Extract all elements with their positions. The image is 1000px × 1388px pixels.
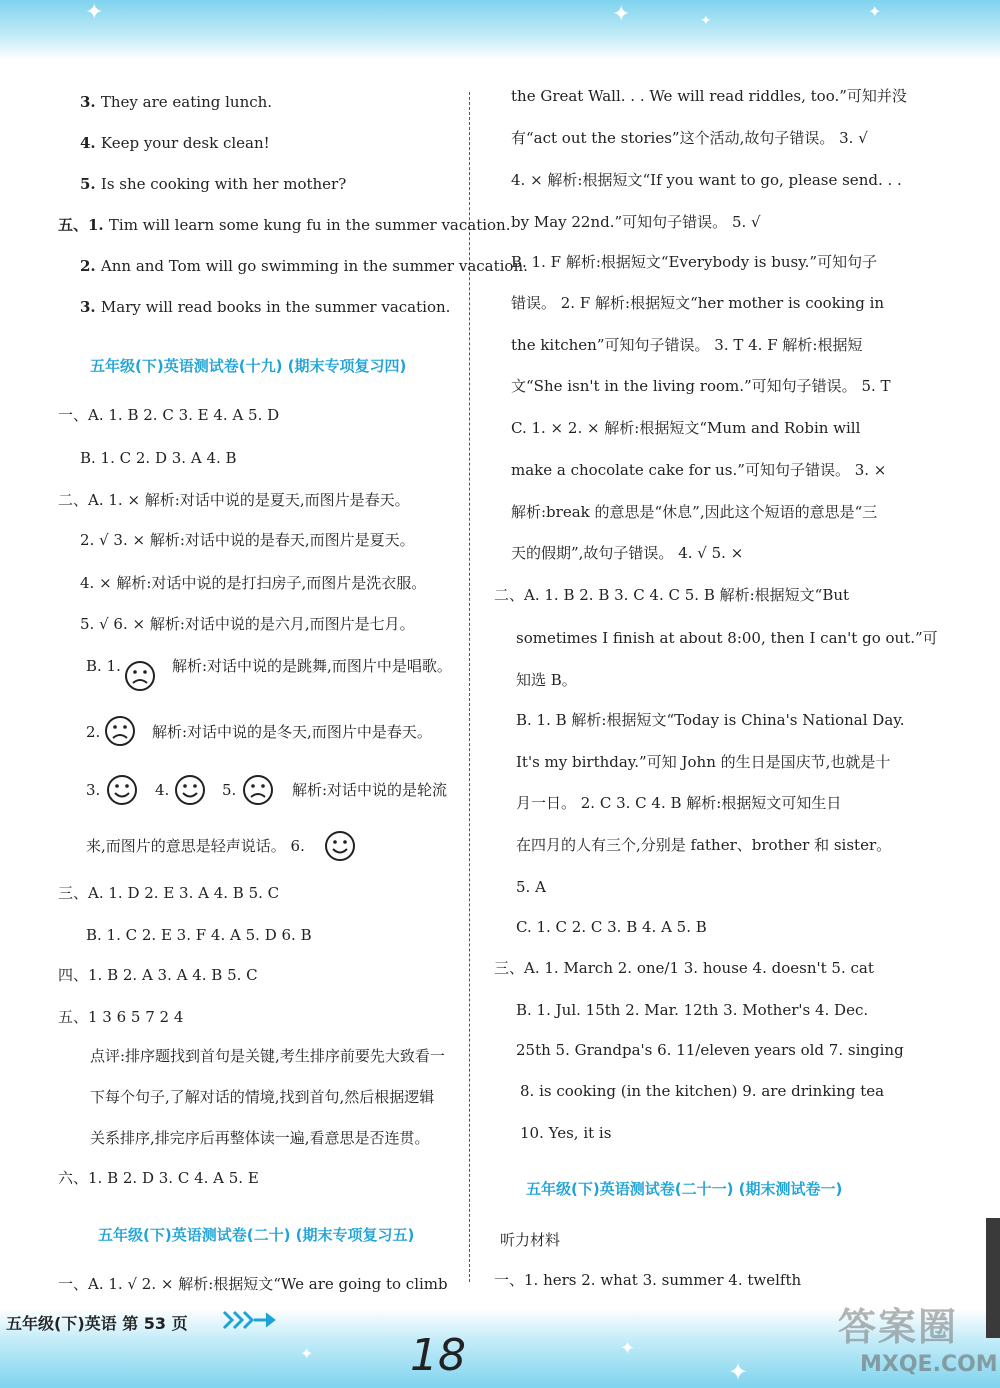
answer-line: 2. Ann and Tom will go swimming in the summer vacation. bbox=[80, 257, 528, 275]
side-tab bbox=[986, 1218, 1000, 1338]
answer-line: 3. They are eating lunch. bbox=[80, 93, 273, 111]
answer-line: 解析:对话中说的是跳舞,而图片中是唱歌。 bbox=[172, 657, 452, 675]
answer-line: C. 1. × 2. × 解析:根据短文“Mum and Robin will bbox=[511, 419, 861, 437]
answer-line: 月一日。 2. C 3. C 4. B 解析:根据短文可知生日 bbox=[516, 794, 842, 812]
answer-line: 4. × 解析:对话中说的是打扫房子,而图片是洗衣服。 bbox=[80, 574, 427, 592]
sparkle-icon: ✦ bbox=[868, 2, 882, 21]
section-label: 听力材料 bbox=[500, 1231, 561, 1249]
section-heading-19: 五年级(下)英语测试卷(十九) (期末专项复习四) bbox=[90, 357, 407, 375]
answer-line: by May 22nd.”可知句子错误。 5. √ bbox=[511, 213, 761, 231]
answer-line: 六、1. B 2. D 3. C 4. A 5. E bbox=[58, 1169, 259, 1187]
answer-line: 3. Mary will read books in the summer vacation. bbox=[80, 298, 451, 316]
sparkle-icon: ✦ bbox=[612, 2, 631, 27]
answer-line: 点评:排序题找到首句是关键,考生排序前要先大致看一 bbox=[90, 1047, 445, 1065]
answer-line: 天的假期”,故句子错误。 4. √ 5. × bbox=[511, 544, 744, 562]
sparkle-icon: ✦ bbox=[728, 1358, 749, 1386]
answer-line: 解析:对话中说的是轮流 bbox=[292, 781, 448, 799]
answer-line: 一、1. hers 2. what 3. summer 4. twelfth bbox=[494, 1271, 802, 1289]
answer-line: B. 1. B 解析:根据短文“Today is China's National Day. bbox=[516, 711, 905, 729]
handwritten-page-number: 18 bbox=[410, 1330, 466, 1381]
answer-line: B. 1. C 2. E 3. F 4. A 5. D 6. B bbox=[86, 926, 312, 944]
answer-line: 三、A. 1. March 2. one/1 3. house 4. doesn't 5. cat bbox=[494, 959, 874, 977]
section-heading-21: 五年级(下)英语测试卷(二十一) (期末测试卷一) bbox=[526, 1180, 843, 1198]
answer-line: 下每个句子,了解对话的情境,找到首句,然后根据逻辑 bbox=[90, 1088, 435, 1106]
watermark-url: MXQE.COM bbox=[860, 1352, 998, 1377]
sad-face-icon bbox=[104, 715, 136, 747]
happy-face-icon bbox=[174, 774, 206, 806]
answer-line: C. 1. C 2. C 3. B 4. A 5. B bbox=[516, 918, 707, 936]
answer-line: 2. √ 3. × 解析:对话中说的是春天,而图片是夏天。 bbox=[80, 531, 415, 549]
page-footer-label: 五年级(下)英语 第 53 页 bbox=[6, 1314, 188, 1333]
answer-line: 解析:对话中说的是冬天,而图片中是春天。 bbox=[152, 723, 432, 741]
answer-line: 五、1. Tim will learn some kung fu in the summer vacation. bbox=[58, 216, 511, 234]
sparkle-icon: ✦ bbox=[620, 1338, 636, 1359]
answer-line: 有“act out the stories”这个活动,故句子错误。 3. √ bbox=[511, 129, 868, 147]
answer-line: 关系排序,排完序后再整体读一遍,看意思是否连贯。 bbox=[90, 1129, 430, 1147]
answer-line: 4. Keep your desk clean! bbox=[80, 134, 270, 152]
sparkle-icon: ✦ bbox=[300, 1344, 314, 1363]
happy-face-icon bbox=[106, 774, 138, 806]
arrow-chevrons-icon bbox=[222, 1308, 278, 1332]
answer-line: 5. √ 6. × 解析:对话中说的是六月,而图片是七月。 bbox=[80, 615, 415, 633]
answer-line: 二、A. 1. B 2. B 3. C 4. C 5. B 解析:根据短文“But bbox=[494, 586, 850, 604]
sparkle-icon: ✦ bbox=[700, 13, 712, 29]
answer-line: 3. bbox=[86, 781, 101, 799]
sad-face-icon bbox=[124, 660, 156, 692]
answer-line: 4. bbox=[155, 781, 170, 799]
top-decorative-band bbox=[0, 0, 1000, 60]
answer-line: make a chocolate cake for us.”可知句子错误。 3. × bbox=[511, 461, 887, 479]
answer-line: B. 1. F 解析:根据短文“Everybody is busy.”可知句子 bbox=[511, 253, 878, 271]
answer-line: 5. bbox=[222, 781, 237, 799]
answer-line: It's my birthday.”可知 John 的生日是国庆节,也就是十 bbox=[516, 753, 891, 771]
happy-face-icon bbox=[324, 830, 356, 862]
answer-line: 一、A. 1. √ 2. × 解析:根据短文“We are going to climb bbox=[58, 1275, 448, 1293]
answer-line: the Great Wall. . . We will read riddles, too.”可知并没 bbox=[511, 87, 907, 105]
answer-line: 25th 5. Grandpa's 6. 11/eleven years old 7. singing bbox=[516, 1041, 904, 1059]
answer-line: 三、A. 1. D 2. E 3. A 4. B 5. C bbox=[58, 884, 280, 902]
answer-line: 5. Is she cooking with her mother? bbox=[80, 175, 347, 193]
answer-line: 4. × 解析:根据短文“If you want to go, please send. . . bbox=[511, 171, 902, 189]
answer-line: B. 1. C 2. D 3. A 4. B bbox=[80, 449, 237, 467]
answer-line: 5. A bbox=[516, 878, 546, 896]
answer-line: 来,而图片的意思是轻声说话。 6. bbox=[86, 837, 305, 855]
answer-line: 8. is cooking (in the kitchen) 9. are drinking tea bbox=[520, 1082, 885, 1100]
sparkle-icon: ✦ bbox=[85, 0, 104, 25]
answer-line: 10. Yes, it is bbox=[520, 1124, 612, 1142]
answer-line: the kitchen”可知句子错误。 3. T 4. F 解析:根据短 bbox=[511, 336, 863, 354]
answer-line: 解析:break 的意思是“休息”,因此这个短语的意思是“三 bbox=[511, 503, 878, 521]
answer-line: 知选 B。 bbox=[516, 671, 577, 689]
answer-line: B. 1. bbox=[86, 657, 121, 675]
answer-line: 五、1 3 6 5 7 2 4 bbox=[58, 1008, 184, 1026]
sad-face-icon bbox=[242, 774, 274, 806]
answer-line: 错误。 2. F 解析:根据短文“her mother is cooking in bbox=[511, 294, 885, 312]
answer-line: 在四月的人有三个,分别是 father、brother 和 sister。 bbox=[516, 836, 892, 854]
answer-line: B. 1. Jul. 15th 2. Mar. 12th 3. Mother's 4. Dec. bbox=[516, 1001, 869, 1019]
answer-line: 2. bbox=[86, 723, 101, 741]
answer-line: 文“She isn't in the living room.”可知句子错误。 5. T bbox=[511, 377, 891, 395]
section-heading-20: 五年级(下)英语测试卷(二十) (期末专项复习五) bbox=[98, 1226, 415, 1244]
answer-line: 一、A. 1. B 2. C 3. E 4. A 5. D bbox=[58, 406, 280, 424]
answer-line: sometimes I finish at about 8:00, then I can't go out.”可 bbox=[516, 629, 938, 647]
watermark-logo: 答案圈 bbox=[838, 1305, 959, 1349]
answer-line: 四、1. B 2. A 3. A 4. B 5. C bbox=[58, 966, 258, 984]
answer-line: 二、A. 1. × 解析:对话中说的是夏天,而图片是春天。 bbox=[58, 491, 410, 509]
